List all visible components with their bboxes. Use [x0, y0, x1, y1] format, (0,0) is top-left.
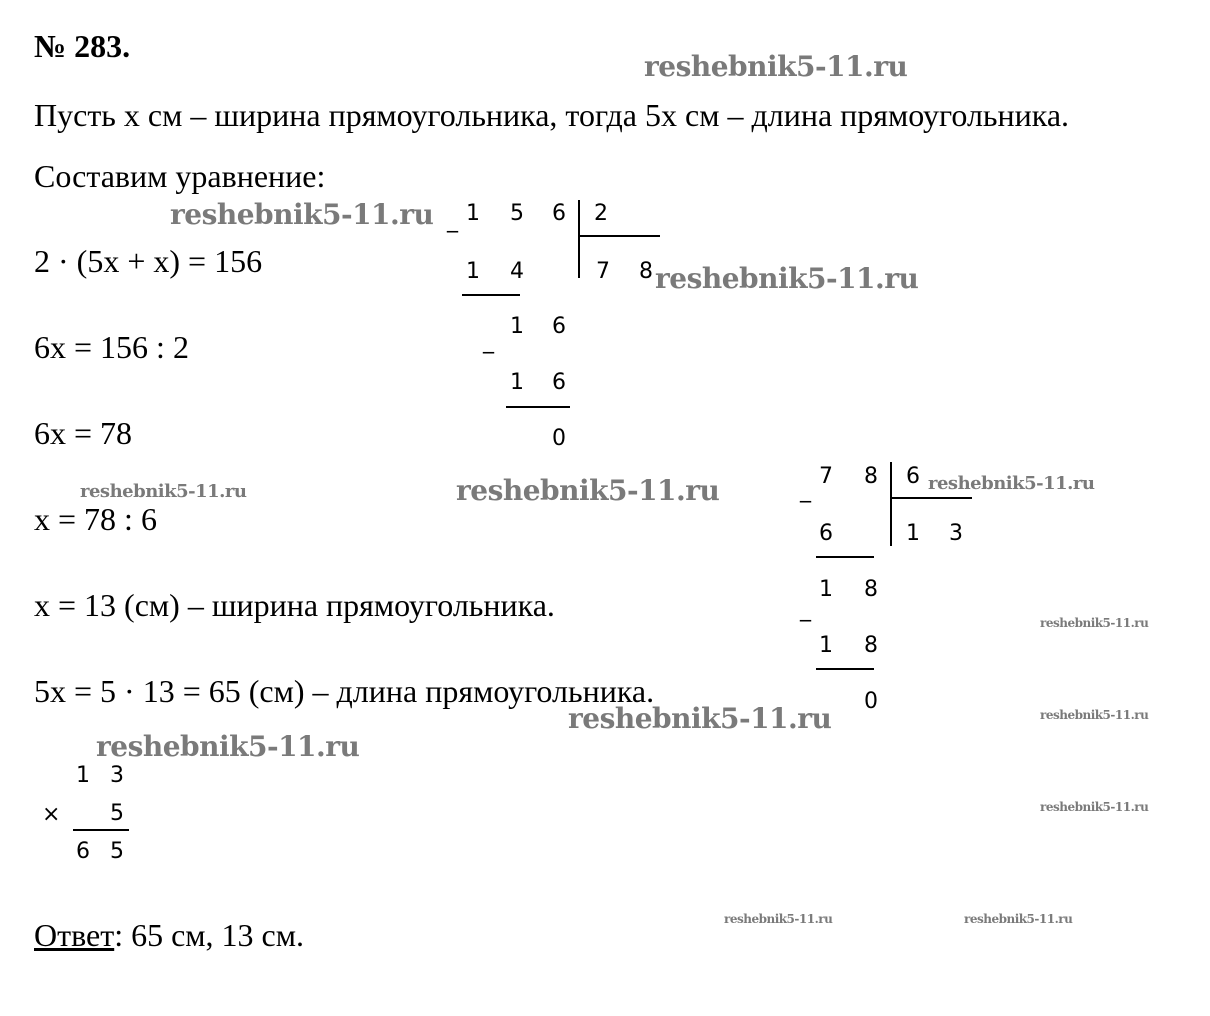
- remainder-digit: 1: [510, 314, 524, 339]
- dividend-digit: 6: [552, 201, 566, 226]
- minus-sign: _: [483, 329, 494, 354]
- quotient-digit: 1: [906, 521, 920, 546]
- subtrahend-digit: 1: [819, 633, 833, 658]
- problem-number: № 283.: [34, 28, 131, 64]
- watermark: reshebnik5-11.ru: [170, 198, 434, 231]
- division-bar: [890, 462, 892, 546]
- factor-digit: 5: [110, 801, 124, 826]
- final-remainder: 0: [864, 689, 878, 714]
- watermark: reshebnik5-11.ru: [964, 912, 1073, 926]
- remainder-digit: 8: [864, 577, 878, 602]
- watermark: reshebnik5-11.ru: [80, 481, 247, 502]
- answer-value: : 65 см, 13 см.: [114, 917, 304, 953]
- equation-step: 5х = 5 · 13 = 65 (см) – длина прямоугольника.: [34, 673, 655, 709]
- watermark: reshebnik5-11.ru: [724, 912, 833, 926]
- dividend-digit: 1: [466, 201, 480, 226]
- remainder-digit: 6: [552, 314, 566, 339]
- subtrahend-digit: 6: [819, 521, 833, 546]
- watermark: reshebnik5-11.ru: [1040, 708, 1149, 722]
- equation-step: х = 78 : 6: [34, 501, 157, 537]
- equation-step: 2 · (5х + х) = 156: [34, 243, 263, 279]
- subtraction-line: [816, 556, 874, 558]
- divisor-underline: [578, 235, 660, 237]
- answer-line: [34, 919, 304, 951]
- watermark: reshebnik5-11.ru: [1040, 800, 1149, 814]
- watermark: reshebnik5-11.ru: [928, 473, 1095, 494]
- divisor-underline: [890, 497, 972, 499]
- subtrahend-digit: 6: [552, 370, 566, 395]
- divisor: 6: [906, 464, 920, 489]
- watermark: reshebnik5-11.ru: [1040, 616, 1149, 630]
- subtrahend-digit: 1: [466, 259, 480, 284]
- division-bar: [578, 200, 580, 278]
- dividend-digit: 8: [864, 464, 878, 489]
- product-line: [73, 829, 129, 831]
- watermark: reshebnik5-11.ru: [568, 702, 832, 735]
- watermark: reshebnik5-11.ru: [655, 262, 919, 295]
- factor-digit: 1: [76, 763, 90, 788]
- subtrahend-digit: 4: [510, 259, 524, 284]
- product-digit: 5: [110, 839, 124, 864]
- equation-step: 6х = 156 : 2: [34, 329, 189, 365]
- subtraction-line: [462, 294, 520, 296]
- subtraction-line: [816, 668, 874, 670]
- dividend-digit: 7: [819, 464, 833, 489]
- equation-step: х = 13 (см) – ширина прямоугольника.: [34, 587, 555, 623]
- minus-sign: _: [800, 478, 811, 503]
- subtrahend-digit: 1: [510, 370, 524, 395]
- watermark: reshebnik5-11.ru: [96, 730, 360, 763]
- subtraction-line: [506, 406, 570, 408]
- multiply-sign: ×: [42, 802, 61, 827]
- answer-label: Ответ: [34, 917, 115, 953]
- factor-digit: 3: [110, 763, 124, 788]
- subtrahend-digit: 8: [864, 633, 878, 658]
- product-digit: 6: [76, 839, 90, 864]
- quotient-digit: 8: [639, 259, 653, 284]
- dividend-digit: 5: [510, 201, 524, 226]
- intro-text: Пусть х см – ширина прямоугольника, тогда 5х см – длина прямоугольника.: [34, 97, 1070, 133]
- remainder-digit: 1: [819, 577, 833, 602]
- final-remainder: 0: [552, 426, 566, 451]
- quotient-digit: 7: [596, 259, 610, 284]
- divisor: 2: [594, 201, 608, 226]
- quotient-digit: 3: [949, 521, 963, 546]
- watermark: reshebnik5-11.ru: [456, 474, 720, 507]
- watermark: reshebnik5-11.ru: [644, 50, 908, 83]
- minus-sign: _: [800, 597, 811, 622]
- setup-text: Составим уравнение:: [34, 158, 326, 194]
- minus-sign: _: [447, 208, 458, 233]
- equation-step: 6х = 78: [34, 415, 133, 451]
